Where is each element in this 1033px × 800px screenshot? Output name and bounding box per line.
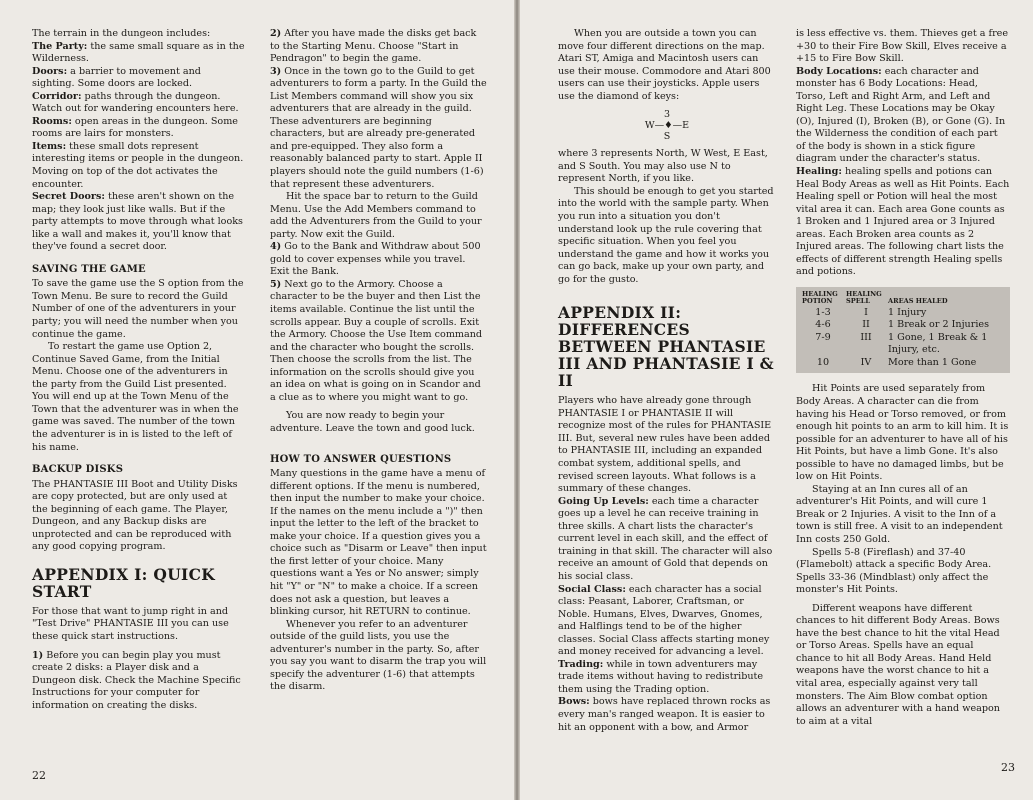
step-number: 2)	[270, 28, 282, 39]
terrain-secret-doors	[32, 191, 245, 254]
spell-cell: II	[862, 319, 870, 331]
areas-cell: More than 1 Gone	[888, 356, 977, 368]
going-up-levels	[558, 496, 776, 584]
step-5	[270, 279, 487, 404]
definition: each character and monster has 6 Body Locations: Head, Torso, Left and Right Arm, and Left and Right Leg. These Locations may be Okay (O), Injured (I), Broken (B), or Gone (G). In the Wilderness the condition of each part of the body is shown in a stick figure diagram under the character's status.	[796, 65, 1006, 165]
definition: paths through the dungeon. Watch out for wandering encounters here.	[32, 90, 239, 115]
spells-paragraph: Spells 5-8 (Fireflash) and 37-40 (Flamebolt) attack a specific Body Area. Spells 33-36 (Mindblast) only affect the monster's Hit Points.	[796, 546, 992, 596]
definition: bows have replaced thrown rocks as every man's ranged weapon. It is easier to hit an opponent with a bow, and Armor	[558, 696, 771, 733]
where-paragraph: where 3 represents North, W West, E East, and S South. You may also use N to represent North, if you like.	[558, 148, 768, 185]
areas-cell: 1 Injury	[888, 306, 927, 318]
potion-cell: 1-3	[815, 306, 831, 318]
term: Corridor:	[32, 90, 82, 102]
step-text: After you have made the disks get back to the Starting Menu. Choose "Start in Pendragon" to begin the game.	[270, 28, 477, 65]
term: Items:	[32, 140, 67, 152]
bows	[558, 696, 776, 734]
definition: these small dots represent interesting items or people in the dungeon. Moving on top of the dot activates the encounter.	[32, 140, 244, 190]
social-class	[558, 584, 776, 659]
spell-cell: IV	[860, 356, 872, 368]
appendix-2-intro: Players who have already gone through PHANTASIE I or PHANTASIE II will recognize most of the rules for PHANTASIE III. But, several new rules have been added to PHANTASIE III, including an expanded combat system, additional spells, and revised screen layouts. What follows is a summary of these changes.	[558, 395, 772, 495]
terrain-items	[32, 141, 245, 191]
step-3-continued: Hit the space bar to return to the Guild Menu. Use the Add Members command to add the Adventurers from the Guild to your party. Now exit the Guild.	[270, 191, 482, 240]
step-text: Before you can begin play you must create 2 disks: a Player disk and a Dungeon disk. Check the Machine Specific Instructions for your computer for information on creating the disks.	[32, 649, 241, 711]
term: The Party:	[32, 40, 88, 52]
bows-continued: is less effective vs. them. Thieves get a free +30 to their Fire Bow Skill, Elves receive a +15 to Fire Bow Skill.	[796, 28, 1009, 65]
step-4	[270, 241, 487, 279]
enough-paragraph: This should be enough to get you started into the world with the sample party. When you run into a situation you don't understand look up the rule covering that specific situation. When you feel you understand the game and how it works you can go back, make up your own party, and go for the gusto.	[558, 185, 774, 285]
term: Rooms:	[32, 115, 72, 127]
definition: while in town adventurers may trade items without having to redistribute them using the Trading option.	[558, 658, 764, 695]
areas-cell: 1 Gone, 1 Break & 1 Injury, etc.	[888, 331, 988, 356]
weapons-paragraph: Different weapons have different chances to hit different Body Areas. Bows have the best chance to hit the vital Head or Torso Areas. Spells have an equal chance to hit all Body Areas. Hand Held weapons have the worst chance to hit a vital area, especially against very tall monsters. The Aim Blow combat option allows an adventurer with a hand weapon to aim at a vital	[796, 602, 1000, 727]
right-page	[520, 0, 1033, 800]
header-areas-healed: AREAS HEALED	[888, 296, 948, 305]
definition: each time a character goes up a level he can receive training in three skills. A chart lists the character's current level in each skill, and the effect of training in that skill. The character will also receive an amount of Gold that depends on his social class.	[558, 495, 773, 582]
outside-paragraph: When you are outside a town you can move four different directions on the map. Atari ST, Amiga and Macintosh users can use their mouse. Commodore and Atari 800 users can use their joysticks. Apple users use the diamond of keys:	[558, 28, 771, 102]
spell-cell: I	[864, 306, 868, 318]
definition: the same small square as in the Wilderness.	[32, 40, 245, 65]
table-row	[802, 357, 1004, 370]
step-text: Go to the Bank and Withdraw about 500 gold to cover expenses while you travel. Exit the Bank.	[270, 241, 481, 278]
potion-cell: 4-6	[815, 319, 831, 331]
ready-paragraph: You are now ready to begin your adventure. Leave the town and good luck.	[270, 410, 475, 434]
inn-paragraph: Staying at an Inn cures all of an adventurer's Hit Points, and will cure 1 Break or 2 Injuries. A visit to the Inn of a town is still free. A visit to an independent Inn costs 250 Gold.	[796, 483, 1003, 545]
step-text: Once in the town go to the Guild to get adventurers to form a party. In the Guild the List Members command will show you six adventurers that are already in the guild. These adventurers are beginning characters, but are already pre-generated and pre-equipped. They also form a reasonably balanced party to start. Apple II players should note the guild numbers (1-6) that represent these adventurers.	[270, 65, 487, 190]
terrain-doors	[32, 66, 245, 91]
step-3	[270, 66, 487, 191]
compass-north-key: 3	[663, 109, 671, 121]
howto-heading: HOW TO ANSWER QUESTIONS	[270, 453, 452, 465]
right-column-1	[558, 28, 776, 734]
backup-paragraph: The PHANTASIE III Boot and Utility Disks are copy protected, but are only used at the beginning of each game. The Player, Dungeon, and any Backup disks are unprotected and can be reproduced with any good copying program.	[32, 478, 238, 553]
terrain-party	[32, 41, 245, 66]
page-number-right: 23	[1001, 761, 1015, 774]
saving-paragraph-2: To restart the game use Option 2, Continue Saved Game, from the Initial Menu. Choose one of the adventurers in the party from the Guild List presented. You will end up at the Town Menu of the Town that the adventurer was in when the game was saved. The number of the town the adventurer is in is listed to the left of his name.	[32, 341, 239, 453]
table-row	[802, 319, 1004, 332]
table-header-row	[802, 291, 1004, 307]
step-text: Next go to the Armory. Choose a character to be the buyer and then List the items available. Continue the list until the scrolls appear. Buy a couple of scrolls. Exit the Armory. Choose the Use Item command and the character who bought the scrolls. Then choose the scrolls from the list. The information on the scrolls should give you an idea on what is going on in Scandor and a clue as to where you might want to go.	[270, 278, 483, 403]
term: Trading:	[558, 658, 604, 670]
compass-west-key: W	[644, 120, 655, 132]
term: Secret Doors:	[32, 191, 105, 203]
step-1	[32, 650, 245, 713]
compass-east-key: E	[682, 120, 690, 132]
header-healing-spell: HEALING SPELL	[846, 289, 882, 305]
term: Doors:	[32, 65, 68, 77]
terrain-corridor	[32, 91, 245, 116]
compass-south-key: S	[663, 131, 671, 143]
healing	[796, 166, 1010, 279]
areas-cell: 1 Break or 2 Injuries	[888, 319, 989, 331]
compass-row: W—♦—E	[644, 120, 690, 132]
body-locations	[796, 66, 1010, 166]
term: Social Class:	[558, 583, 626, 595]
table-row	[802, 307, 1004, 320]
healing-table	[796, 287, 1010, 374]
step-2	[270, 28, 487, 66]
left-column-1	[32, 28, 245, 712]
term: Body Locations:	[796, 65, 882, 77]
potion-cell: 7-9	[815, 331, 831, 343]
compass-diagram	[558, 109, 776, 142]
howto-paragraph-2: Whenever you refer to an adventurer outside of the guild lists, you use the adventurer's number in the party. So, after you say you want to disarm the trap you will specify the adventurer (1-6) that attempts the disarm.	[270, 618, 487, 693]
header-healing-potion: HEALING POTION	[802, 289, 838, 305]
definition: these aren't shown on the map; they look just like walls. But if the party attempts to move through what looks like a wall and makes it, you'll know that they've found a secret door.	[32, 191, 243, 253]
terrain-intro: The terrain in the dungeon includes:	[32, 28, 211, 39]
step-number: 1)	[32, 649, 44, 661]
term: Going Up Levels:	[558, 495, 649, 507]
definition: open areas in the dungeon. Some rooms are lairs for monsters.	[32, 115, 238, 140]
left-page	[0, 0, 514, 800]
howto-paragraph-1: Many questions in the game have a menu of different options. If the menu is numbered, then input the number to make your choice. If the names on the menu include a ")" then input the letter to the left of the bracket to make your choice. If a question gives you a choice such as "Disarm or Leave" then input the first letter of your choice. Many questions want a Yes or No answer; simply hit "Y" or "N" to make a choice. If a screen does not ask a question, but leaves a blinking cursor, hit RETURN to continue.	[270, 468, 487, 618]
step-number: 3)	[270, 65, 282, 77]
term: Healing:	[796, 166, 842, 178]
trading	[558, 659, 776, 697]
appendix-2-heading: APPENDIX II: DIFFERENCES BETWEEN PHANTASIE III AND PHANTASIE I & II	[558, 303, 774, 391]
table-row	[802, 332, 1004, 357]
term: Bows:	[558, 696, 590, 708]
definition: each character has a social class: Peasant, Laborer, Craftsman, or Noble. Humans, Elves, Dwarves, Gnomes, and Halflings tend to be of the higher classes. Social Class affects starting money and money received for advancing a level.	[558, 583, 770, 658]
step-number: 4)	[270, 241, 282, 253]
saving-heading: SAVING THE GAME	[32, 263, 146, 275]
spell-cell: III	[860, 331, 872, 343]
appendix-1-heading: APPENDIX I: QUICK START	[32, 564, 215, 601]
right-column-2	[796, 28, 1010, 728]
terrain-rooms	[32, 116, 245, 141]
left-column-2	[270, 28, 487, 694]
potion-cell: 10	[816, 356, 830, 368]
backup-heading: BACKUP DISKS	[32, 464, 124, 476]
step-number: 5)	[270, 278, 282, 290]
appendix-1-intro: For those that want to jump right in and "Test Drive" PHANTASIE III you can use these quick start instructions.	[32, 605, 229, 642]
hit-points-paragraph: Hit Points are used separately from Body Areas. A character can die from having his Head or Torso removed, or from enough hit points to an arm to kill him. It is possible for an adventurer to have all of his Hit Points, but have a limb Gone. It's also possible to have no damaged limbs, but be low on Hit Points.	[796, 383, 1009, 483]
definition: a barrier to movement and sighting. Some doors are locked.	[32, 65, 201, 90]
definition: healing spells and potions can Heal Body Areas as well as Hit Points. Each Healing spell or Potion will heal the most vital area it can. Each area Gone counts as 1 Broken and 1 Injured area or 3 Injured areas. Each Broken area counts as 2 Injured areas. The following chart lists the effects of different strength Healing spells and potions.	[796, 166, 1010, 278]
page-number-left: 22	[32, 769, 46, 782]
saving-paragraph-1: To save the game use the S option from the Town Menu. Be sure to record the Guild Number of one of the adventurers in your party; you will need the number when you continue the game.	[32, 278, 244, 340]
